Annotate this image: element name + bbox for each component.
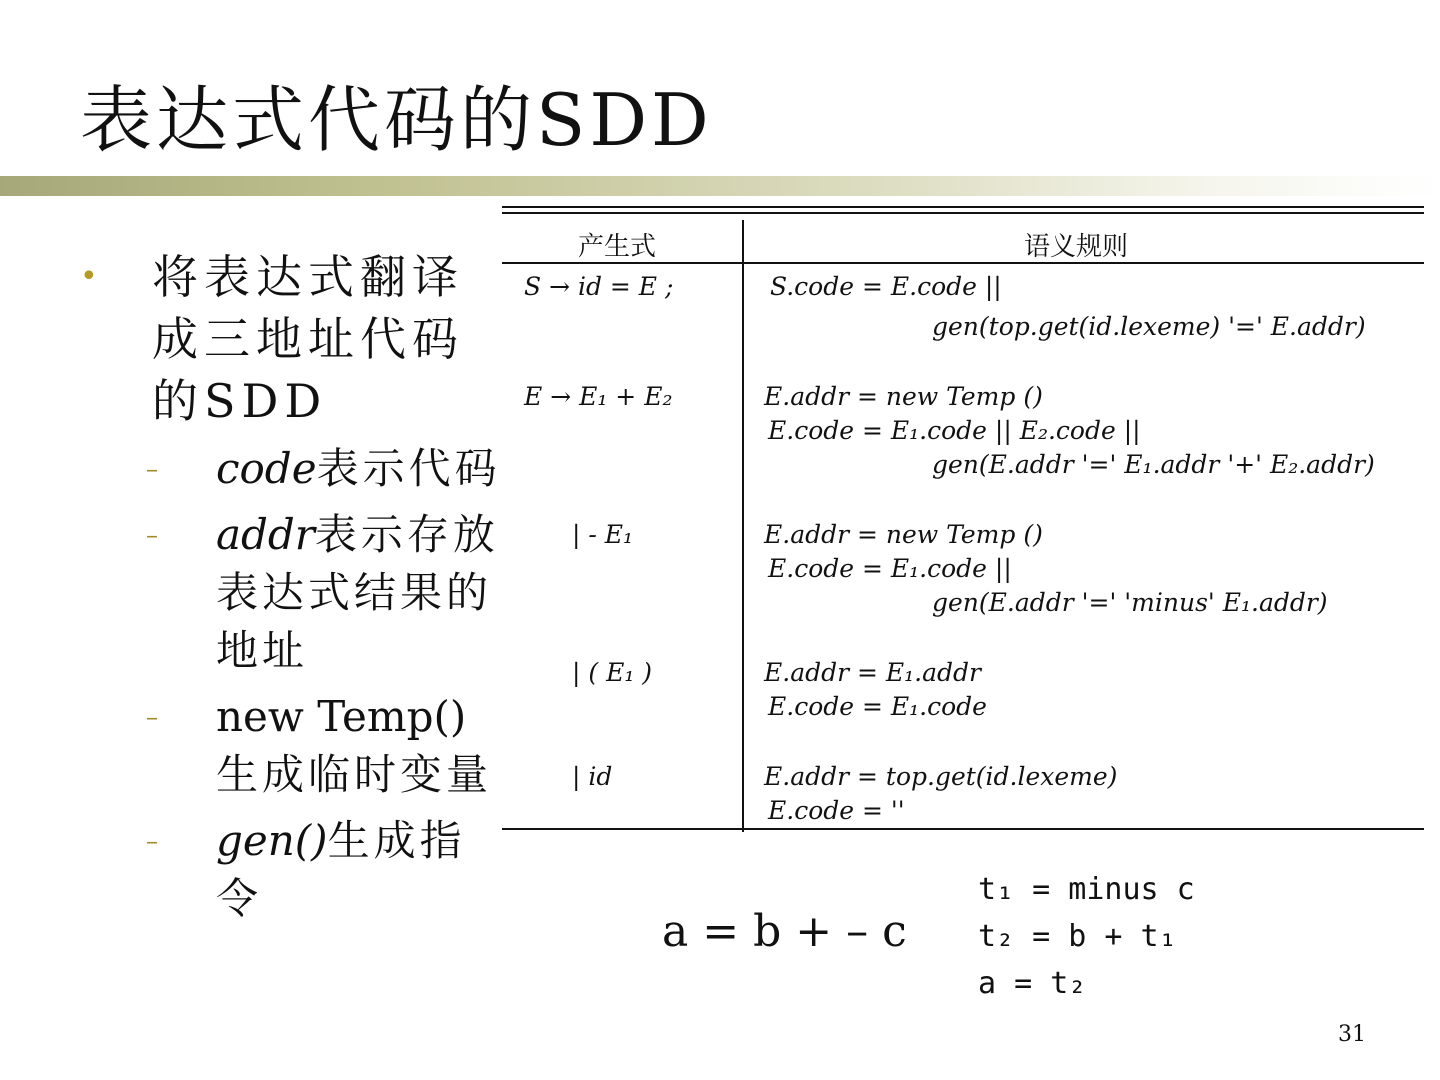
rule-line: E.addr = new Temp ()	[764, 520, 1043, 549]
bullet-main-text: 将表达式翻译成三地址代码的SDD	[152, 250, 464, 428]
slide-title: 表达式代码的SDD	[80, 78, 713, 162]
table-column-divider	[742, 220, 744, 832]
production-cell: | id	[572, 762, 613, 791]
sub-term: addr	[216, 510, 315, 559]
production-cell: | - E₁	[572, 520, 634, 549]
sub-term: code	[216, 444, 317, 493]
rule-line: E.code = E₁.code ||	[768, 554, 1012, 583]
header-semantic-rules: 语义规则	[1024, 232, 1129, 262]
rule-line: E.code = ''	[768, 796, 905, 825]
title-divider-band	[0, 176, 1440, 196]
bullet-list	[70, 246, 510, 928]
header-production: 产生式	[578, 232, 657, 262]
production-cell: E → E₁ + E₂	[524, 382, 673, 411]
rule-line: E.addr = top.get(id.lexeme)	[764, 762, 1118, 791]
sub-desc: 生成临时变量	[216, 750, 493, 799]
rule-line: gen(top.get(id.lexeme) '=' E.addr)	[932, 312, 1366, 341]
table-bottom-rule	[502, 828, 1424, 830]
table-top-rule	[502, 206, 1424, 208]
dash-icon: –	[146, 703, 162, 731]
sub-bullet-addr	[70, 506, 510, 680]
production-cell: | ( E₁ )	[572, 658, 653, 687]
rule-line: E.code = E₁.code	[768, 692, 987, 721]
three-address-code	[978, 866, 1195, 1007]
dash-icon: –	[146, 827, 162, 855]
rule-line: E.addr = E₁.addr	[764, 658, 981, 687]
sub-desc: 表示存放表达式结果的地址	[216, 510, 499, 675]
table-top-rule-2	[502, 212, 1424, 214]
rule-line: E.addr = new Temp ()	[764, 382, 1043, 411]
rule-line: S.code = E.code ||	[770, 272, 1002, 301]
sub-desc: 生成指令	[216, 816, 466, 923]
page-number: 31	[1338, 1022, 1366, 1047]
code-line: a = t₂	[978, 966, 1087, 1001]
sub-bullet-gen	[70, 812, 510, 928]
rule-line: E.code = E₁.code || E₂.code ||	[768, 416, 1141, 445]
code-line: t₂ = b + t₁	[978, 919, 1177, 954]
dash-icon: –	[146, 455, 162, 483]
sub-desc: 表示代码	[316, 444, 501, 493]
code-line: t₁ = minus c	[978, 872, 1195, 907]
sdd-table	[502, 206, 1424, 832]
sub-bullet-newtemp	[70, 688, 510, 804]
production-cell: S → id = E ;	[524, 272, 674, 301]
rule-line: gen(E.addr '=' 'minus' E₁.addr)	[932, 588, 1328, 617]
bullet-main	[70, 246, 510, 432]
rule-line: gen(E.addr '=' E₁.addr '+' E₂.addr)	[932, 450, 1375, 479]
sub-bullet-code	[70, 440, 510, 498]
example-expression: a = b + – c	[662, 906, 907, 957]
dash-icon: –	[146, 521, 162, 549]
sub-term: new Temp()	[216, 692, 467, 741]
sub-term: gen()	[216, 816, 328, 865]
bullet-dot-icon: •	[80, 259, 104, 294]
